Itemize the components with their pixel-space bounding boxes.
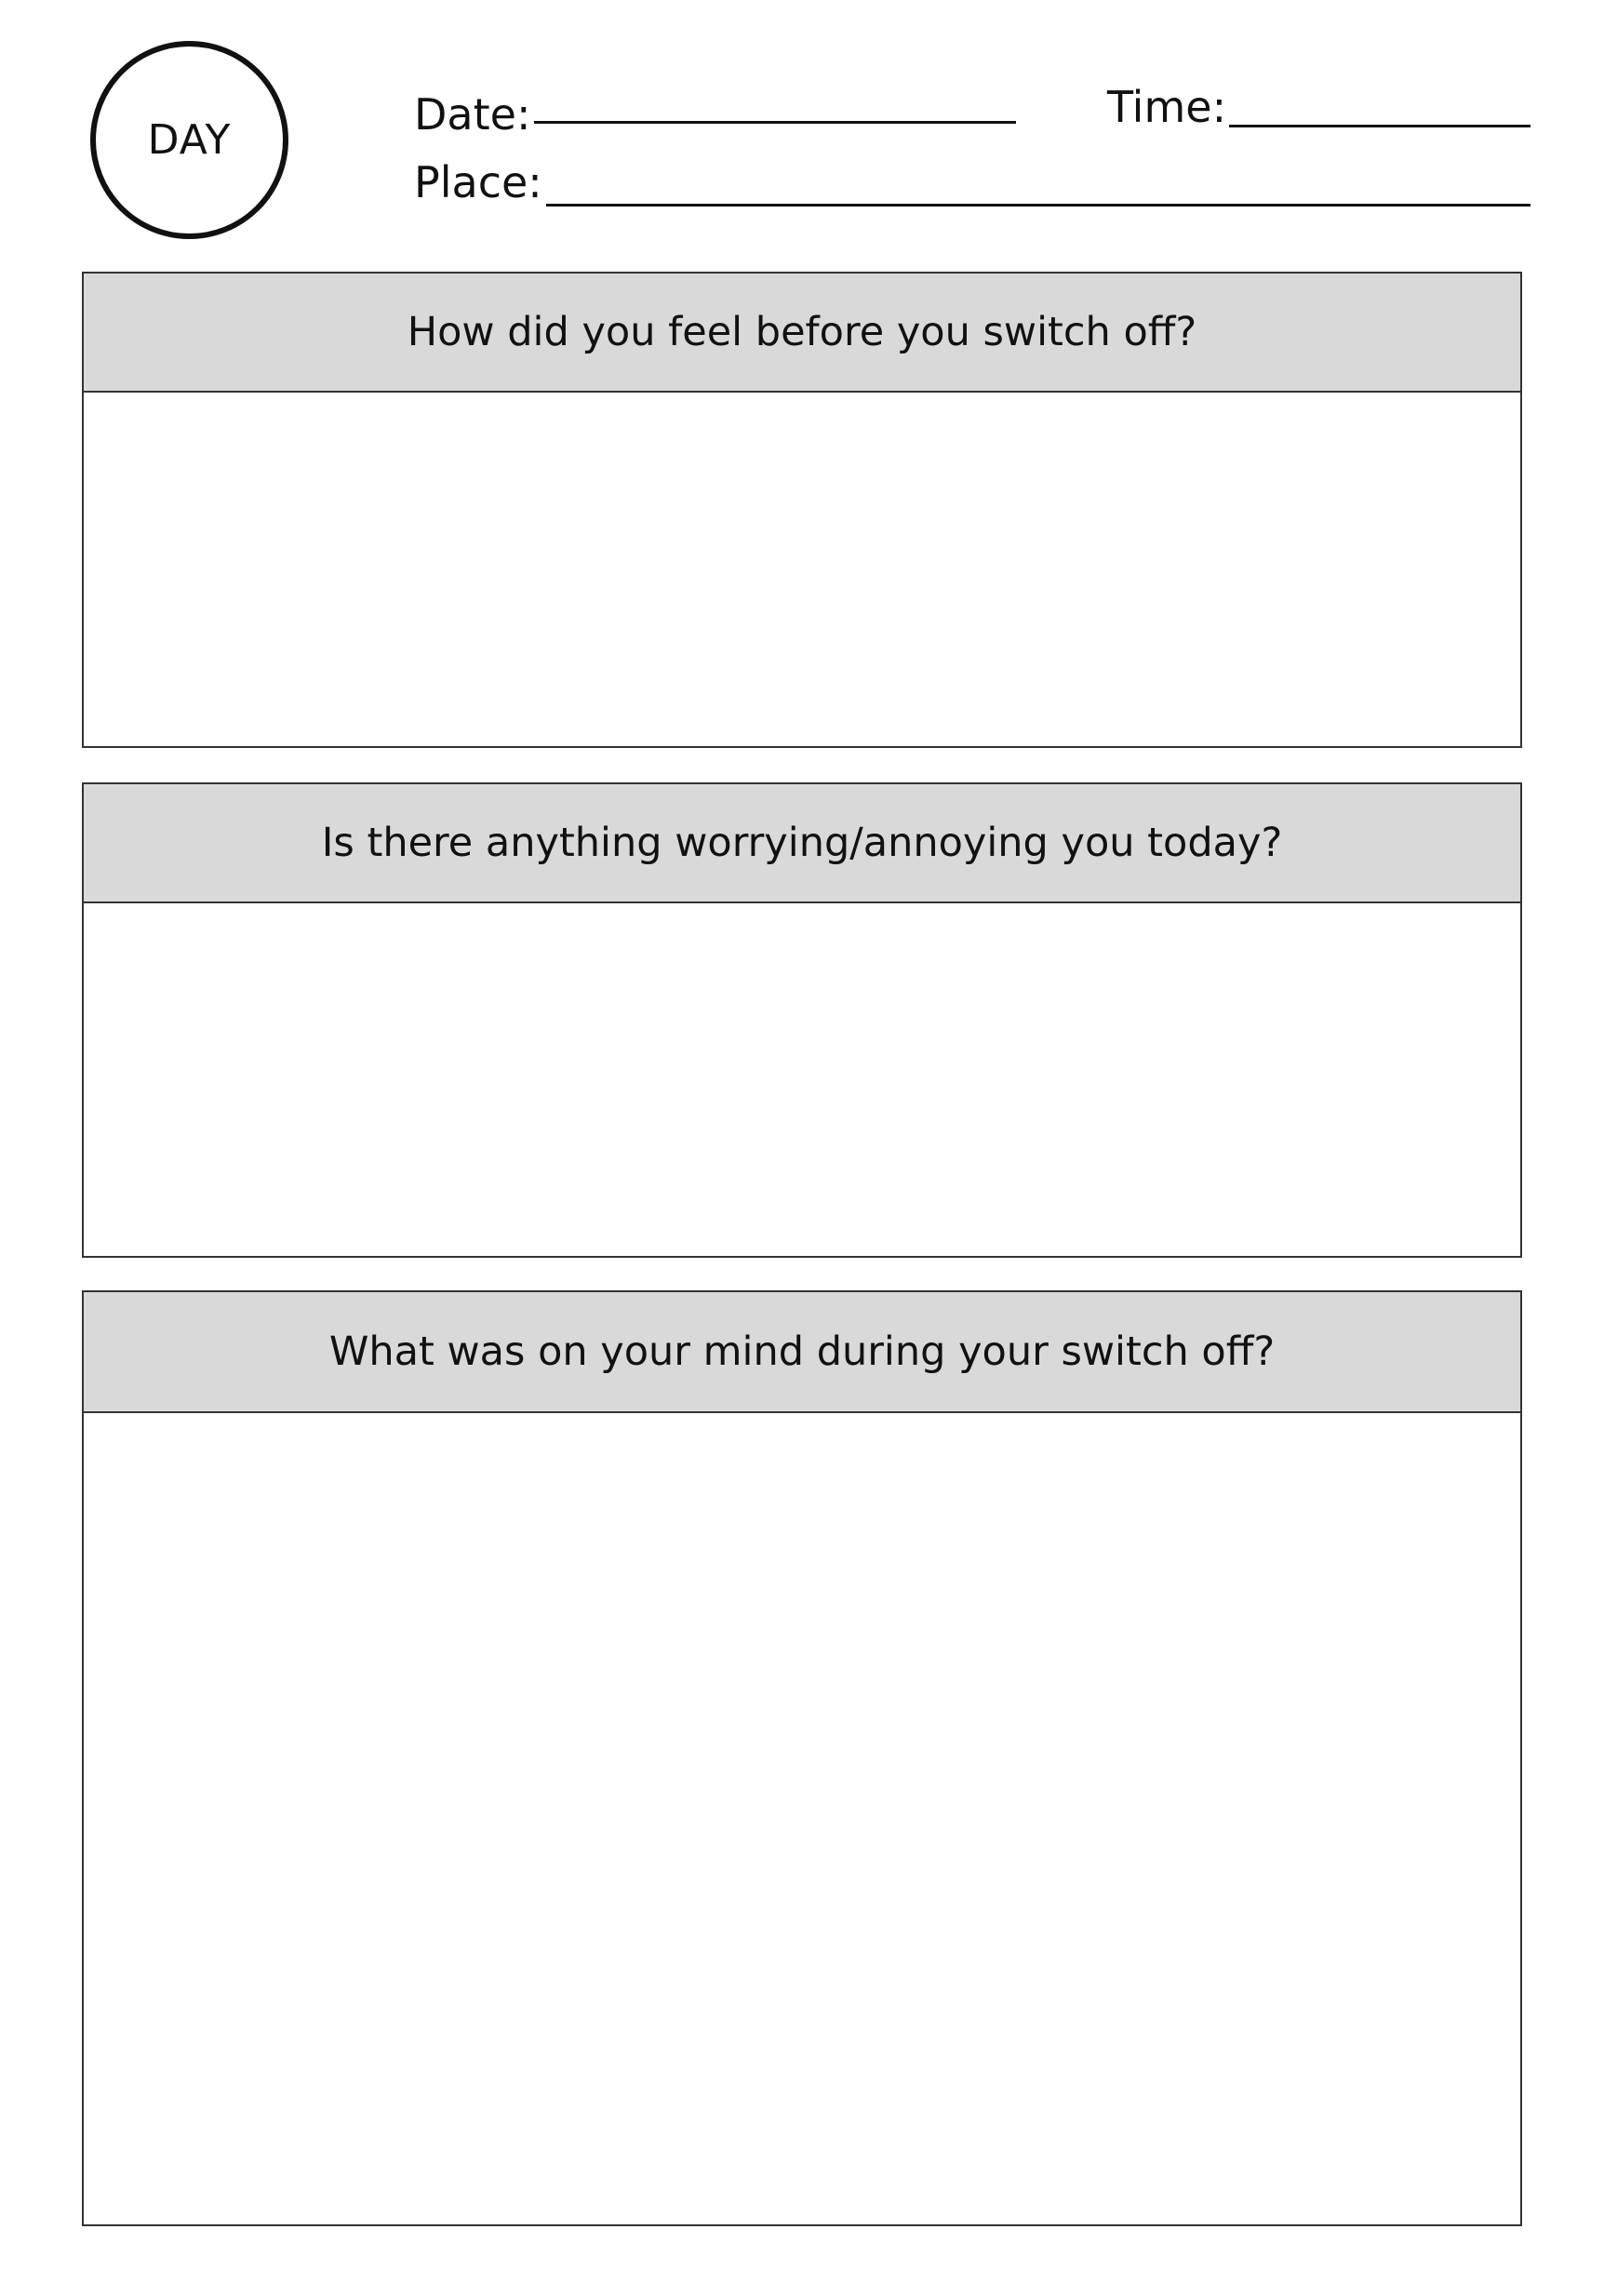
section-header: [84, 274, 1520, 393]
section-header: [84, 1292, 1520, 1413]
date-label: Date:: [414, 89, 531, 140]
section-title: What was on your mind during your switch off?: [328, 1328, 1276, 1375]
answer-area[interactable]: [84, 903, 1520, 1256]
section-title: Is there anything worrying/annoying you today?: [321, 820, 1283, 866]
section-title: How did you feel before you switch off?: [407, 309, 1197, 355]
section-header: [84, 784, 1520, 903]
section-mind-during: [82, 1290, 1522, 2226]
place-field[interactable]: [546, 204, 1530, 207]
time-field[interactable]: [1229, 125, 1530, 127]
answer-area[interactable]: [84, 393, 1520, 746]
day-label: DAY: [147, 116, 232, 164]
place-label: Place:: [414, 157, 542, 207]
day-circle[interactable]: [90, 41, 288, 239]
section-feel-before: [82, 272, 1522, 748]
answer-area[interactable]: [84, 1413, 1520, 2224]
section-worrying: [82, 782, 1522, 1258]
date-field[interactable]: [534, 121, 1016, 124]
time-label: Time:: [1107, 82, 1227, 132]
